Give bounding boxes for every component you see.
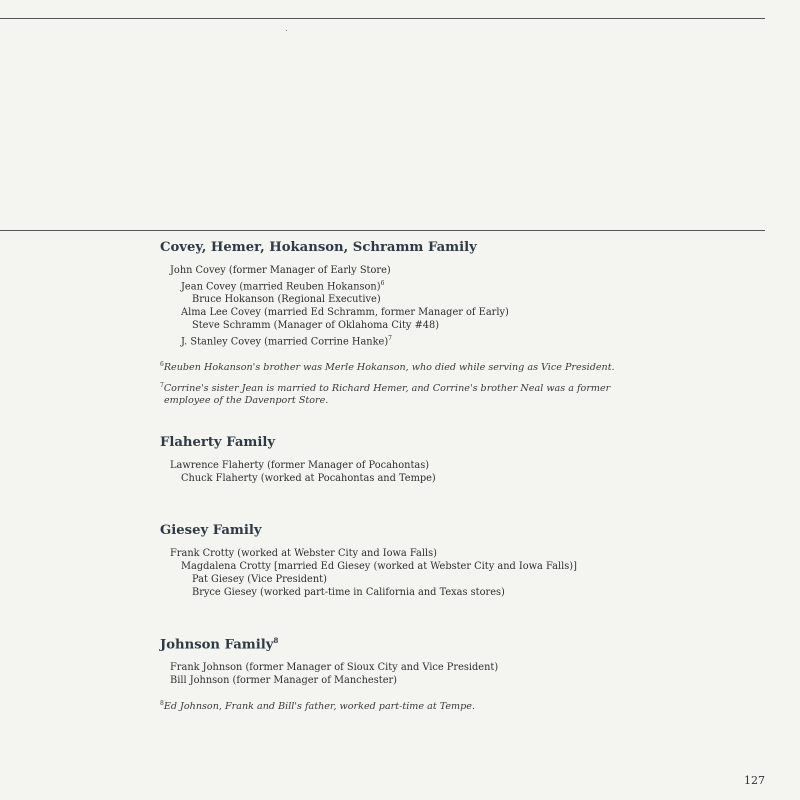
family-entries [160,265,760,349]
middle-rule [0,230,765,231]
footnote-continuation: employee of the Davenport Store. [164,395,329,407]
section-flaherty-family [160,435,760,486]
family-entry: Frank Johnson (former Manager of Sioux City and Vice President) [170,662,499,674]
family-entry: Alma Lee Covey (married Ed Schramm, former Manager of Early) [181,306,509,318]
footnote: $^7$Corrine's sister Jean is married to Richard Hemer, and Corrine's brother Neal was a former [160,382,611,395]
section-giesey-family [160,523,760,600]
section-heading: Flaherty Family [160,435,276,450]
section-covey-family [160,240,760,407]
family-entries [160,548,760,600]
family-entry: J. Stanley Covey (married Corrine Hanke)$^7$ [181,334,392,348]
family-entry: Magdalena Crotty [married Ed Giesey (worked at Webster City and Iowa Falls)] [181,560,577,572]
family-entry: Jean Covey (married Reuben Hokanson)$^6$ [181,279,385,293]
page-speck [286,30,287,31]
footnote-ref: 6 [380,279,385,287]
section-johnson-family [160,636,760,713]
footnote: $^6$Reuben Hokanson's brother was Merle Hokanson, who died while serving as Vice President. [160,360,615,374]
family-entry: Steve Schramm (Manager of Oklahoma City #48) [192,319,440,331]
footnote-ref: 8 [273,636,279,645]
family-entry: Lawrence Flaherty (former Manager of Pocahontas) [170,460,430,471]
family-entry: John Covey (former Manager of Early Store) [170,265,391,276]
footnote: $^8$Ed Johnson, Frank and Bill's father, worked part-time at Tempe. [160,700,476,713]
family-entry: Bryce Giesey (worked part-time in California and Texas stores) [192,586,505,598]
page-number: 127 [744,774,765,787]
footnote-ref: 7 [388,334,392,342]
top-rule [0,18,765,19]
family-entry: Chuck Flaherty (worked at Pocahontas and Tempe) [181,472,436,484]
family-entries [160,662,760,688]
family-entry: Bill Johnson (former Manager of Manchester) [170,675,397,687]
section-heading: Covey, Hemer, Hokanson, Schramm Family [160,240,477,255]
family-entry: Bruce Hokanson (Regional Executive) [192,294,381,306]
family-entry: Frank Crotty (worked at Webster City and Iowa Falls) [170,548,437,559]
family-entry: Pat Giesey (Vice President) [192,573,327,585]
section-heading: Giesey Family [160,523,262,538]
family-entries [160,460,760,486]
section-heading: Johnson Family$^8$ [160,636,279,653]
